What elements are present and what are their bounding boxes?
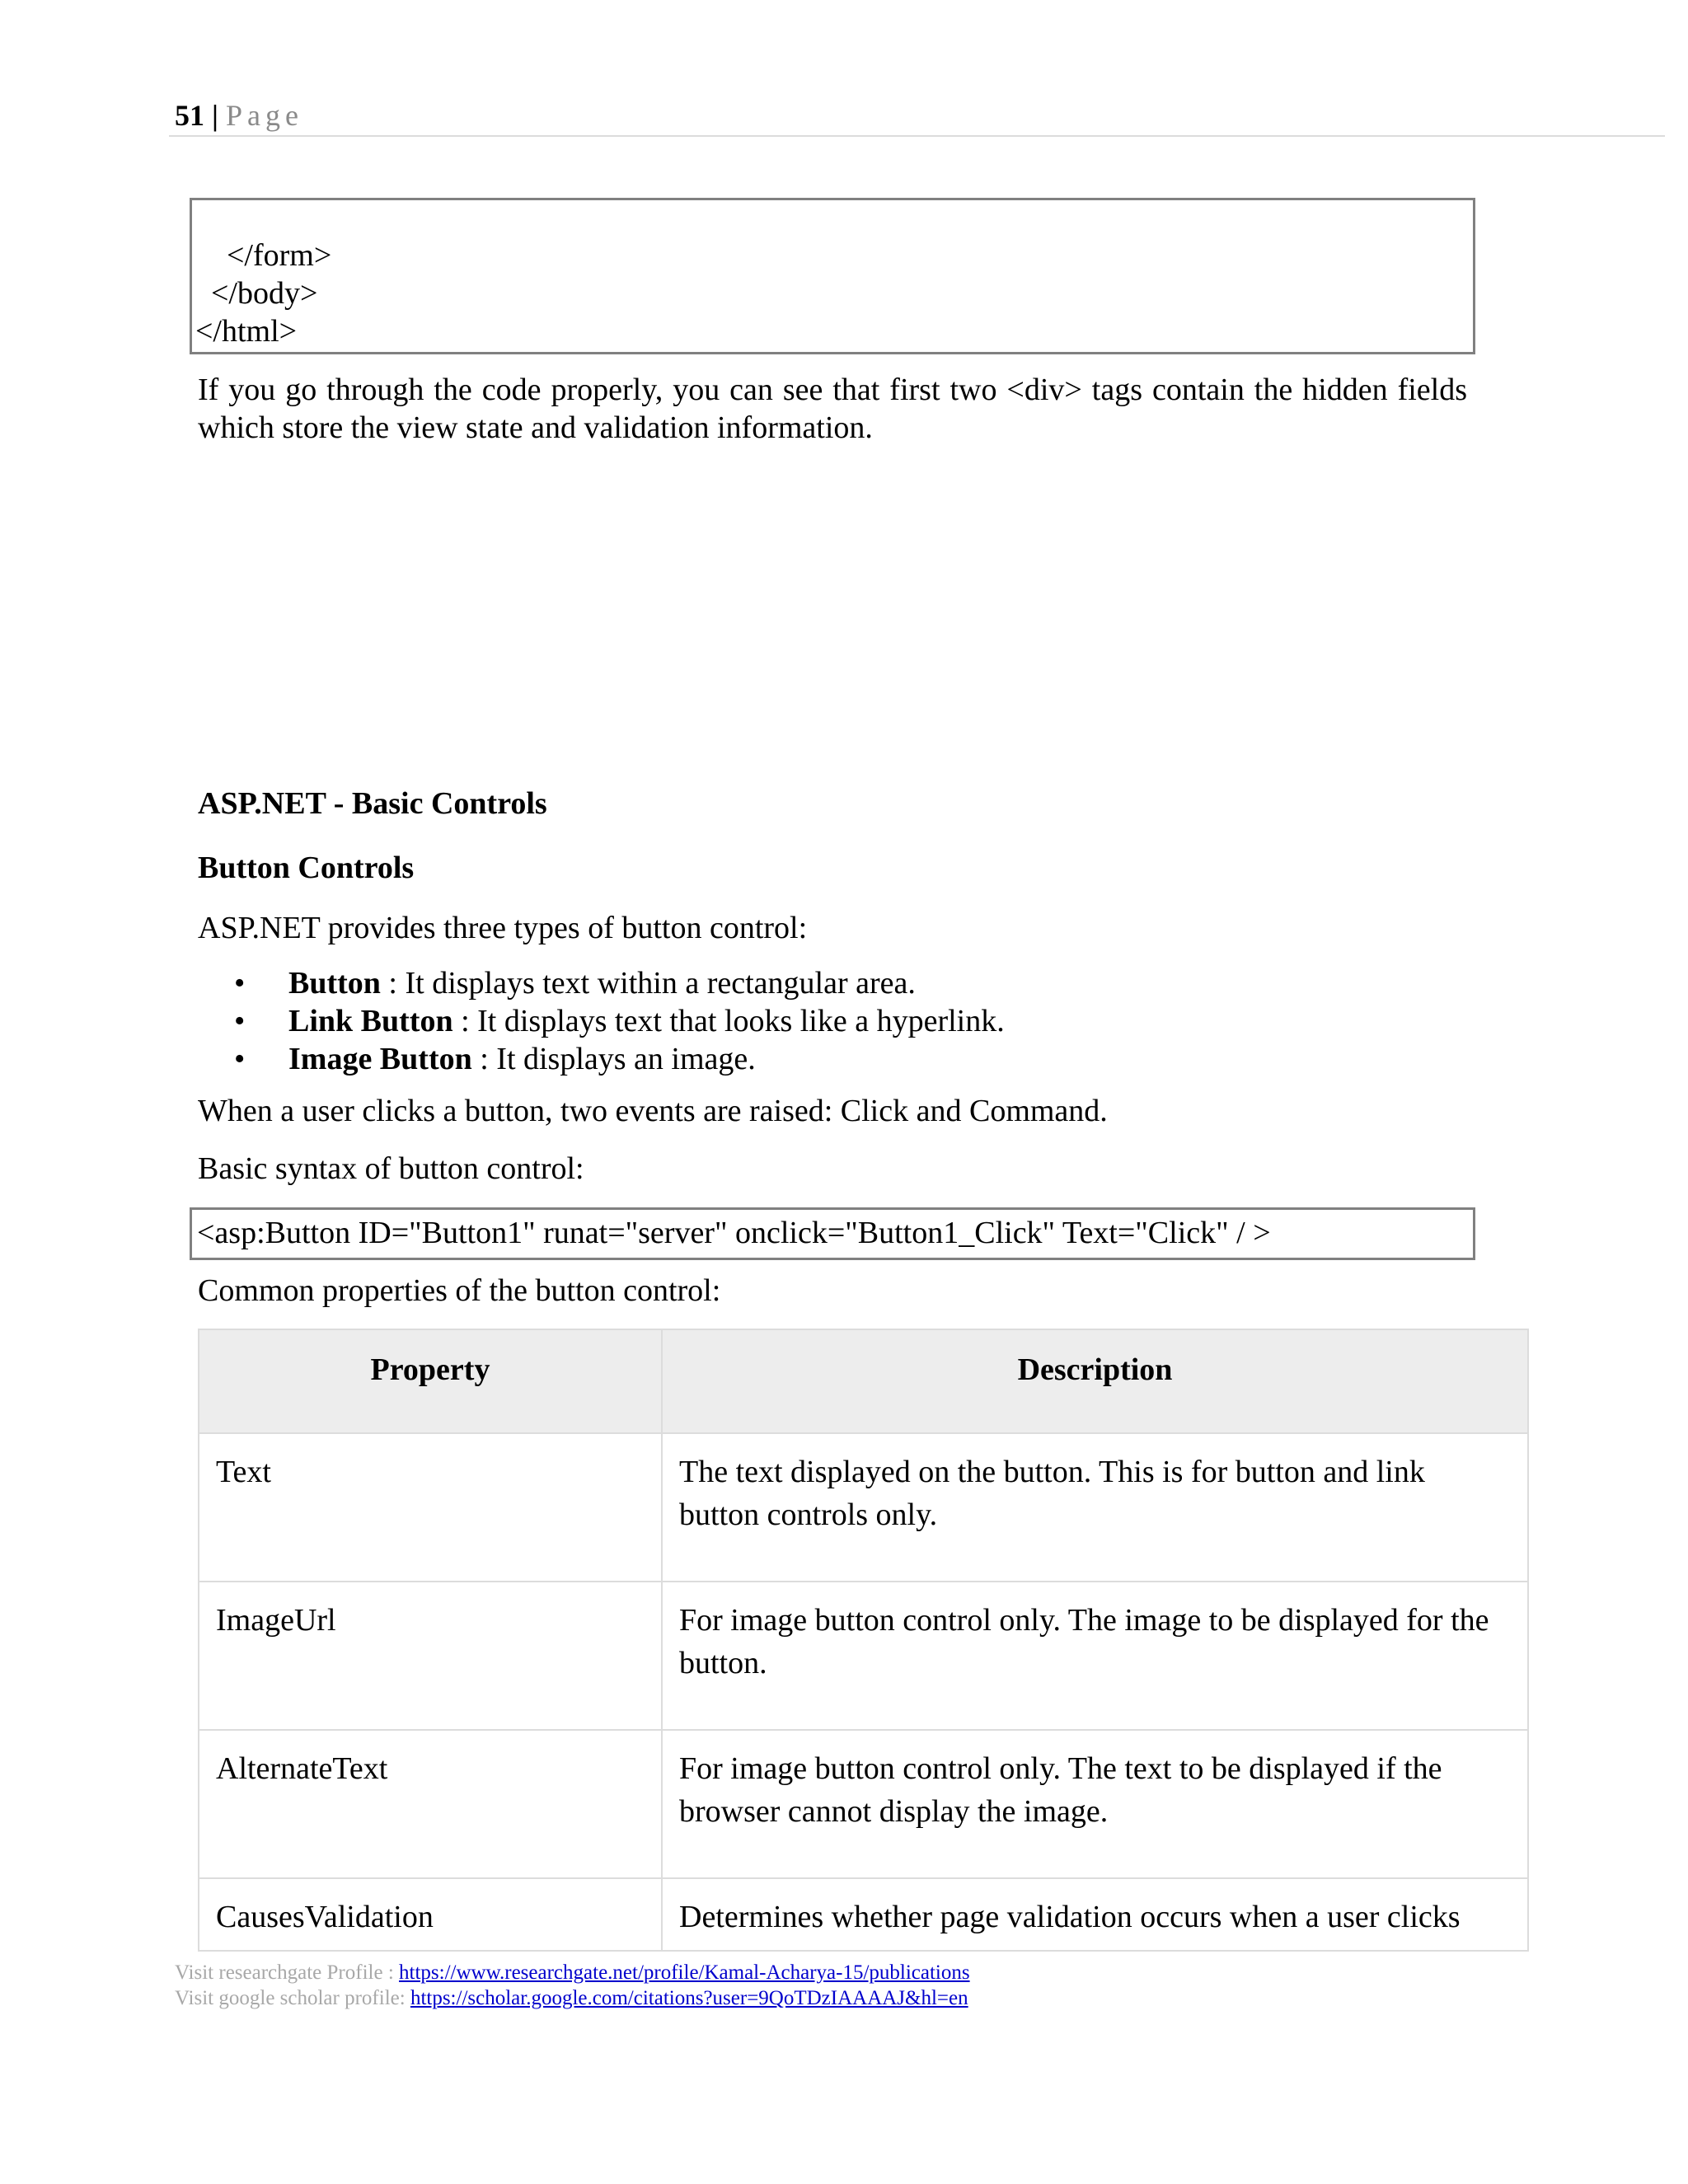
table-header-row bbox=[199, 1329, 1528, 1433]
table-row bbox=[199, 1878, 1528, 1951]
header-rule bbox=[169, 135, 1665, 137]
common-properties-label: Common properties of the button control: bbox=[198, 1273, 721, 1308]
footer-researchgate-label: Visit researchgate Profile : bbox=[175, 1961, 400, 1984]
list-item bbox=[198, 1002, 1005, 1040]
researchgate-link[interactable]: https://www.researchgate.net/profile/Kamal-Acharya-15/publications bbox=[399, 1961, 970, 1984]
header-description: Description bbox=[662, 1329, 1528, 1433]
list-item-term: Link Button bbox=[288, 1004, 453, 1038]
property-cell: CausesValidation bbox=[199, 1878, 662, 1951]
description-cell: Determines whether page validation occurs when a user clicks bbox=[662, 1878, 1528, 1951]
bullet-icon: • bbox=[234, 1004, 246, 1038]
events-text: When a user clicks a button, two events are raised: Click and Command. bbox=[198, 1094, 1108, 1128]
footer-scholar bbox=[175, 1985, 970, 2011]
header-property: Property bbox=[199, 1329, 662, 1433]
syntax-label: Basic syntax of button control: bbox=[198, 1151, 584, 1186]
bullet-icon: • bbox=[234, 1042, 246, 1076]
list-item-desc: : It displays text within a rectangular area. bbox=[380, 966, 916, 1001]
footer-scholar-label: Visit google scholar profile: bbox=[175, 1987, 410, 2009]
property-cell: Text bbox=[199, 1433, 662, 1582]
code-block-html-closing bbox=[190, 198, 1475, 354]
property-cell: ImageUrl bbox=[199, 1582, 662, 1730]
list-item-desc: : It displays text that looks like a hyperlink. bbox=[452, 1004, 1005, 1038]
description-cell: The text displayed on the button. This is for button and link button controls only. bbox=[662, 1433, 1528, 1582]
table-row bbox=[199, 1433, 1528, 1582]
table-row bbox=[199, 1730, 1528, 1878]
code-block-button-syntax: <asp:Button ID="Button1" runat="server" onclick="Button1_Click" Text="Click" / > bbox=[190, 1207, 1475, 1260]
description-cell: For image button control only. The image to be displayed for the button. bbox=[662, 1582, 1528, 1730]
code-line: </form> bbox=[195, 238, 332, 273]
code-line: </html> bbox=[195, 314, 298, 349]
footer-researchgate bbox=[175, 1960, 970, 1985]
property-cell: AlternateText bbox=[199, 1730, 662, 1878]
scholar-link[interactable]: https://scholar.google.com/citations?user=9QoTDzIAAAAJ&hl=en bbox=[410, 1987, 968, 2009]
list-item-term: Image Button bbox=[288, 1042, 472, 1076]
section-heading: ASP.NET - Basic Controls bbox=[198, 786, 547, 821]
page-header bbox=[175, 97, 303, 134]
button-types-list bbox=[198, 964, 1005, 1078]
list-item bbox=[198, 964, 1005, 1002]
list-item-desc: : It displays an image. bbox=[471, 1042, 756, 1076]
page-footer bbox=[175, 1960, 970, 2011]
page-label: Page bbox=[225, 99, 303, 132]
list-item bbox=[198, 1040, 1005, 1078]
subsection-heading: Button Controls bbox=[198, 851, 415, 885]
properties-table bbox=[198, 1329, 1529, 1952]
page-number: 51 bbox=[175, 99, 204, 132]
list-item-term: Button bbox=[288, 966, 381, 1001]
description-cell: For image button control only. The text to be displayed if the browser cannot display the image. bbox=[662, 1730, 1528, 1878]
paragraph-hidden-fields: If you go through the code properly, you can see that first two <div> tags contain the hidden fields which store the view state and validation information. bbox=[198, 373, 1467, 445]
intro-text: ASP.NET provides three types of button control: bbox=[198, 911, 808, 945]
table-row bbox=[199, 1582, 1528, 1730]
code-line: </body> bbox=[195, 276, 318, 311]
header-separator: | bbox=[212, 99, 218, 132]
bullet-icon: • bbox=[234, 966, 246, 1001]
